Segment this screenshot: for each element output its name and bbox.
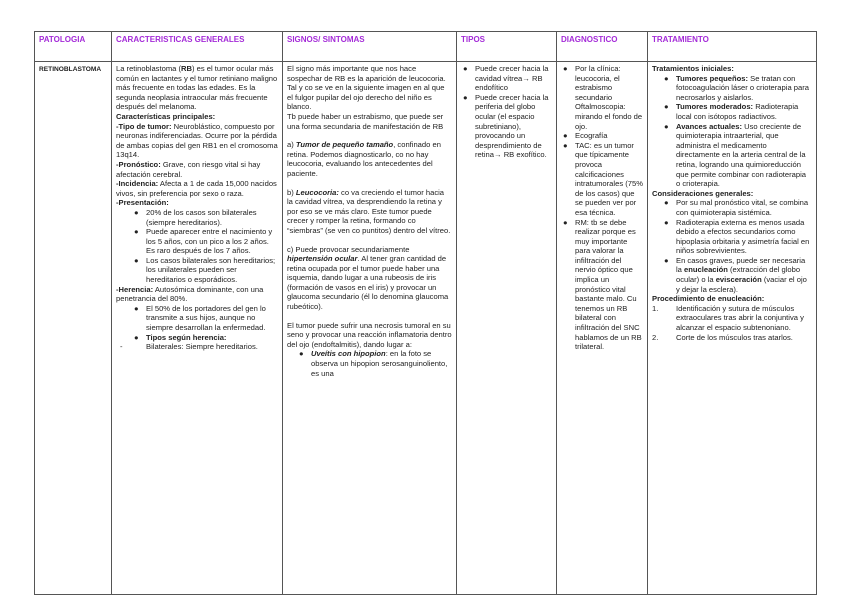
list-item: ● Puede crecer hacia la periferia del globo ocular (el espacio subretiniano), provocando un desprendimiento de retina→ RB exofítico. [463,92,549,160]
list-item: ● Uveítis con hipopion: en la foto se observa un hipopion serosanguinoliento, es una [299,349,448,378]
presentacion-list [116,208,278,285]
list-item: ● Tumores pequeños: Se tratan con fotocoagulación láser o crioterapia para necrosarlos y aislarlos. [664,73,809,102]
main-heading: Características principales: [116,111,216,121]
list-item: 1. Identificación y sutura de músculos extraoculares tras abrir la conjuntiva y alcanzar el espacio subtenoniano. [652,303,804,333]
initial-heading: Tratamientos iniciales: [652,64,734,73]
list-item: ● En casos graves, puede ser necesaria la enucleación (extracción del globo ocular) o la evisceración (vaciar el ojo y dejar la esclera). [664,255,807,294]
herencia: -Herencia: Autosómica dominante, con una penetrancia del 80%. [116,284,264,304]
list-item: ● Por su mal pronóstico vital, se combina con quimioterapia sistémica. [664,198,809,217]
procedure-list [652,304,812,342]
diagnosis-list [561,64,643,352]
signs-a: a) Tumor de pequeño tamaño, confinado en retina. Podemos diagnosticarlo, co no hay leucocoria, evaluando los antecedentes del paciente. [287,140,441,178]
list-item: ● TAC: es un tumor que típicamente provoca calcificaciones intratumorales (75% de los casos) que se pueden ver por esa técnica. [563,140,643,217]
signs-c: c) Puede provocar secundariamente hipertensión ocular. Al tener gran cantidad de retina ocupada por el tumor puede haber una isquemia, dando lugar a una rubeosis de iris (formación de vasos en el iris) y provocar un glaucoma secundario (él lo denomina glaucoma rubeótico). [287,244,449,312]
signs-cell [283,62,457,595]
header-treatment: TRATAMIENTO [648,32,817,62]
list-item: ● El 50% de los portadores del gen lo transmite a sus hijos, aunque no siempre desarrollan la enfermedad. [134,303,266,333]
pronostico: -Pronóstico: Grave, con riesgo vital si hay afectación cerebral. [116,159,261,179]
list-item: ● Avances actuales: Uso creciente de quimioterapia intraarterial, que administra el medicamento directamente en la arteria central de la retina, logrando una quimioreducción que permite combinar con radioterapia o crioterapia. [664,121,807,189]
signs-p1: El signo más importante que nos hace sospechar de RB es la aparición de leucocoria. Tal y co se ve en la siguiente imagen en al que el fulgor pupilar del ojo derecho del niño es blanco. [287,64,446,112]
general-heading: Consideraciones generales: [652,188,754,198]
list-item: ● Por la clínica: leucocoria, el estrabismo secundario Oftalmoscopia: mirando el fondo de ojo. [563,64,643,131]
list-item: ● Ecografía [563,131,608,141]
list-item: - Bilaterales: Siempre hereditarios. [120,342,258,352]
types-cell [457,62,557,595]
list-item: ● Puede aparecer entre el nacimiento y los 5 años, con un pico a los 2 años. Es raro después de los 7 años. [134,227,273,256]
pathology-name: RETINOBLASTOMA [35,62,112,595]
header-general: CARACTERISTICAS GENERALES [112,32,283,62]
signs-b: b) Leucocoria: co va creciendo el tumor hacia la cavidad vítrea, va desprendiendo la retina y por eso se ve más claro. Este tumor puede crecer y romper la retina, formando co “siembras” (se ven co puntitos) dentro del vítreo. [287,187,451,235]
herencia-types-list [116,342,278,352]
signs-p2: Tb puede haber un estrabismo, que puede ser una forma secundaria de manifestación de RB [287,111,444,131]
signs-list [287,349,452,378]
list-item: ● Radioterapia externa es menos usada debido a efectos secundarios como hipoplasia orbitaria y asimetría facial en niños sobrevivientes. [664,217,810,256]
treatment-cell [648,62,817,595]
header-diagnosis: DIAGNOSTICO [557,32,648,62]
list-item: ● Tipos según herencia: [134,332,227,342]
header-pathology: PATOLOGIA [35,32,112,62]
general-list [652,198,812,294]
list-item: ● RM: tb se debe realizar porque es muy importante para valorar la infiltración del nervio óptico que implica un pronóstico vital bastante malo. Cu tenemos un RB bilateral con infiltración del SNC hablamos de un RB trilateral. [563,217,642,352]
pathology-table [34,31,817,595]
general-cell [112,62,283,595]
table-row [35,62,817,595]
list-item: ● Los casos bilaterales son hereditarios; los unilaterales pueden ser hereditarios o esporádicos. [134,255,276,285]
diagnosis-cell [557,62,648,595]
header-row [35,32,817,62]
presentacion-heading: -Presentación: [116,198,169,208]
tipo-tumor: -Tipo de tumor: Neuroblástico, compuesto por neuronas indiferenciadas. Ocurre por la pérdida de ambas copias del gen RB1 en el cromosoma 13q14. [116,121,278,160]
herencia-list [116,304,278,342]
procedure-heading: Procedimiento de enucleación: [652,294,765,304]
signs-p3: El tumor puede sufrir una necrosis tumoral en su seno y provocar una reacción inflamatoria dentro del ojo (endoftalmitis), dando lugar a: [287,320,452,349]
list-item: ● Puede crecer hacia la cavidad vítrea→ RB endofítico [463,64,549,93]
incidencia: -Incidencia: Afecta a 1 de cada 15,000 nacidos vivos, sin preferencia por sexo o raza. [116,179,277,198]
general-intro: La retinoblastoma (RB) es el tumor ocular más común en lactantes y el tumor retiniano maligno más frecuente en todas las edades. Es la segunda neoplasia intraocular más frecuente después del melanoma. [116,64,278,112]
list-item: ● 20% de los casos son bilaterales (siempre hereditarios). [134,207,257,227]
list-item: 2. Corte de los músculos tras atarlos. [652,332,793,342]
list-item: ● Tumores moderados: Radioterapia local con isótopos radiactivos. [664,102,799,121]
header-types: TIPOS [457,32,557,62]
types-list [461,64,552,160]
initial-list [652,74,812,189]
header-signs: SIGNOS/ SINTOMAS [283,32,457,62]
